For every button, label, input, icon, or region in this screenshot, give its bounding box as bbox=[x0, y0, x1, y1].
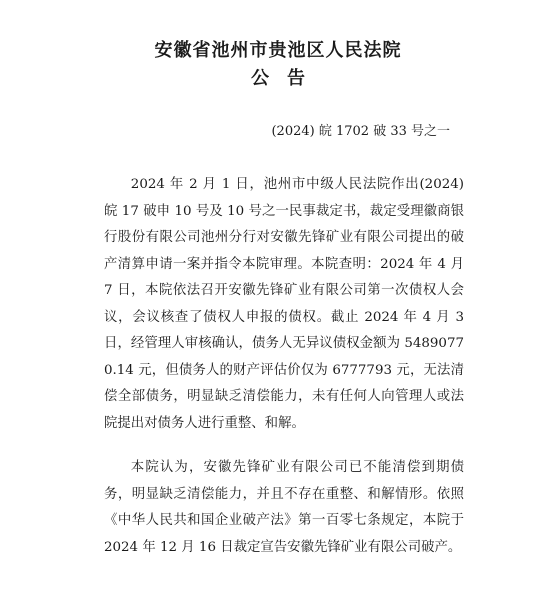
body-paragraph-2: 本院认为，安徽先锋矿业有限公司已不能清偿到期债务，明显缺乏清偿能力，并且不存在重整、和解情形。依照《中华人民共和国企业破产法》第一百零七条规定，本院于 2024 年 12 月 16 日裁定宣告安徽先锋矿业有限公司破产。 bbox=[104, 460, 464, 555]
case-number: (2024) 皖 1702 破 33 号之一 bbox=[271, 124, 450, 139]
document-type-heading: 公告 bbox=[251, 68, 323, 89]
body-paragraph-1: 2024 年 2 月 1 日，池州市中级人民法院作出(2024) 皖 17 破申 10 号及 10 号之一民事裁定书，裁定受理徽商银行股份有限公司池州分行对安徽先锋矿业有限公司提出的破产清算申请一案并指令本院审理。本院查明：2024 年 4 月 7 日，本院依法召开安徽先锋矿业有限公司第一次债权人会议，会议核查了债权人申报的债权。截止 2024 年 4 月 3 日，经管理人审核确认，债务人无异议债权金额为 54890770.14 元，但债务人的财产评估价仅为 6777793 元，无法清偿全部债务，明显缺乏清偿能力，未有任何人向管理人或法院提出对债务人进行重整、和解。 bbox=[104, 177, 464, 431]
court-name-heading: 安徽省池州市贵池区人民法院 bbox=[154, 40, 402, 61]
